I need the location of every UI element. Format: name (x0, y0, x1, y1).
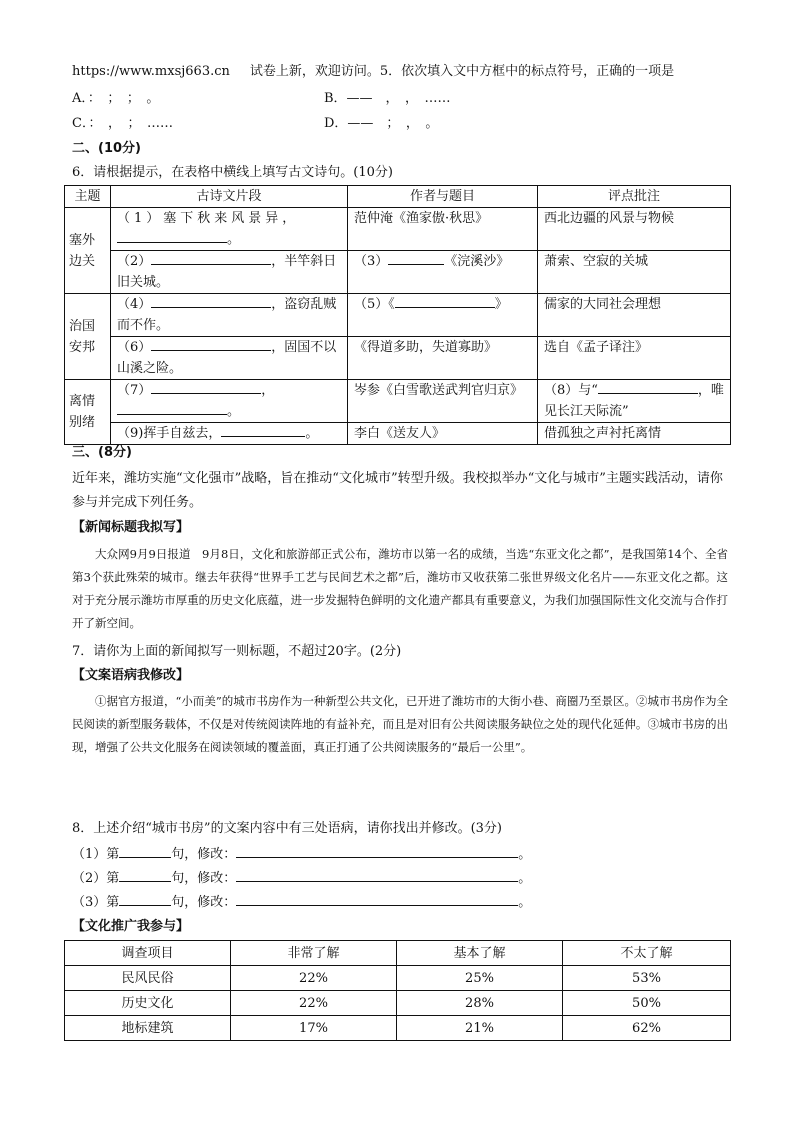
news-paragraph: 大众网9月9日报道 9月8日，文化和旅游部正式公布，潍坊市以第一名的成绩，当选“东亚文化之都”，是我国第14个、全省第3个获此殊荣的城市。继去年获得“世界手工艺与民间艺术之都”后，潍坊市又收获第二张世界级文化名片——东亚文化之都。这对于充分展示潍坊市厚重的历史文化底蕴，进一步发掘特色鲜明的文化遗产都具有重要意义，为我们加强国际性文化交流与合作打开了新空间。 (72, 547, 728, 630)
table-row: 地标建筑 17% 21% 62% (65, 1016, 731, 1041)
author-1: 范仲淹《渔家傲·秋思》 (348, 208, 538, 251)
fragment-1: （1）塞下秋来风景异， 。 (111, 208, 348, 251)
theme-frontier: 塞外边关 (65, 208, 111, 294)
task-news-title: 【新闻标题我拟写】 (72, 520, 190, 535)
survey-header-little: 不太了解 (563, 941, 731, 966)
fix-blank-1[interactable] (236, 845, 518, 858)
source-url[interactable]: https://www.mxsj663.cn (72, 64, 230, 79)
blank-4[interactable] (151, 295, 271, 308)
blank-10[interactable] (221, 424, 305, 437)
note-6: 借孤独之声衬托离情 (538, 423, 731, 445)
option-c: C．： ， ； …… (72, 116, 173, 131)
survey-header-very: 非常了解 (231, 941, 397, 966)
option-a: A．： ； ； 。 (72, 91, 160, 106)
fragment-3: （4） ，盗窃乱贼而不作。 (111, 294, 348, 337)
header-line (72, 63, 674, 81)
section-3-intro: 近年来，潍坊实施“文化强市”战略，旨在推动“文化城市”转型升级。我校拟举办“文化与城市”主题实践活动，请你参与并完成下列任务。 (72, 471, 723, 510)
theme-farewell: 离情别绪 (65, 380, 111, 445)
note-5: （8）与“ ，唯见长江天际流” (538, 380, 731, 423)
question-7: 7．请你为上面的新闻拟写一则标题，不超过20字。(2分) (72, 644, 402, 659)
author-5: 岑参《白雪歌送武判官归京》 (348, 380, 538, 423)
table-row: 历史文化 22% 28% 50% (65, 991, 731, 1016)
section-2-title: 二、(10分) (72, 141, 141, 156)
question-8: 8．上述介绍“城市书房”的文案内容中有三处语病，请你找出并修改。(3分) (72, 821, 502, 836)
section-3-title: 三、(8分) (72, 445, 132, 460)
table-row: 民风民俗 22% 25% 53% (65, 966, 731, 991)
note-4: 选自《孟子译注》 (538, 337, 731, 380)
author-4: 《得道多助，失道寡助》 (348, 337, 538, 380)
blank-8[interactable] (117, 402, 227, 415)
note-1: 西北边疆的风景与物候 (538, 208, 731, 251)
option-d: D．—— ； ， 。 (324, 116, 439, 131)
fix-line-3: （3）第 句，修改： 。 (72, 895, 532, 910)
sentence-blank-3[interactable] (119, 893, 171, 906)
survey-header-basic: 基本了解 (397, 941, 563, 966)
header-fragment: 古诗文片段 (111, 186, 348, 208)
fragment-2: （2） ，半竿斜日旧关城。 (111, 251, 348, 294)
fragment-5: （7） ， 。 (111, 380, 348, 423)
blank-7[interactable] (151, 381, 261, 394)
fix-blank-3[interactable] (236, 893, 518, 906)
header-theme: 主题 (65, 186, 111, 208)
author-6: 李白《送友人》 (348, 423, 538, 445)
author-2: （3） 《浣溪沙》 (348, 251, 538, 294)
blank-3[interactable] (388, 252, 444, 265)
poem-table (64, 185, 731, 445)
author-3: （5）《 》 (348, 294, 538, 337)
blank-5[interactable] (395, 295, 495, 308)
blank-2[interactable] (151, 252, 271, 265)
theme-governance: 治国安邦 (65, 294, 111, 380)
blank-1[interactable] (117, 230, 227, 243)
fix-line-1: （1）第 句，修改： 。 (72, 847, 532, 862)
sentence-blank-1[interactable] (119, 845, 171, 858)
note-2: 萧索、空寂的关城 (538, 251, 731, 294)
survey-header-row (65, 941, 731, 966)
option-b: B．—— ， ， …… (324, 91, 451, 106)
fix-line-2: （2）第 句，修改： 。 (72, 871, 532, 886)
fragment-6: （9)挥手自兹去， 。 (111, 423, 348, 445)
task-culture-promotion: 【文化推广我参与】 (72, 919, 190, 934)
fix-blank-2[interactable] (236, 869, 518, 882)
question-6: 6．请根据提示，在表格中横线上填写古文诗句。(10分) (72, 165, 393, 180)
blank-6[interactable] (151, 338, 271, 351)
fragment-4: （6） ，固国不以山溪之险。 (111, 337, 348, 380)
task-copy-edit: 【文案语病我修改】 (72, 668, 190, 683)
copy-paragraph: ①据官方报道，“小而美”的城市书房作为一种新型公共文化，已开进了潍坊市的大街小巷、商圈乃至景区。②城市书房作为全民阅读的新型服务载体，不仅是对传统阅读阵地的有益补充，而且是对旧有公共阅读服务缺位之处的现代化延伸。③城市书房的出现，增强了公共文化服务在阅读领域的覆盖面，真正打通了公共阅读服务的“最后一公里”。 (72, 694, 728, 754)
sentence-blank-2[interactable] (119, 869, 171, 882)
header-note: 评点批注 (538, 186, 731, 208)
header-author: 作者与题目 (348, 186, 538, 208)
blank-9[interactable] (598, 381, 698, 394)
survey-table-body (64, 940, 731, 1041)
survey-header-item: 调查项目 (65, 941, 231, 966)
note-3: 儒家的大同社会理想 (538, 294, 731, 337)
question-5-text: 试卷上新，欢迎访问。5．依次填入文中方框中的标点符号，正确的一项是 (249, 64, 675, 79)
